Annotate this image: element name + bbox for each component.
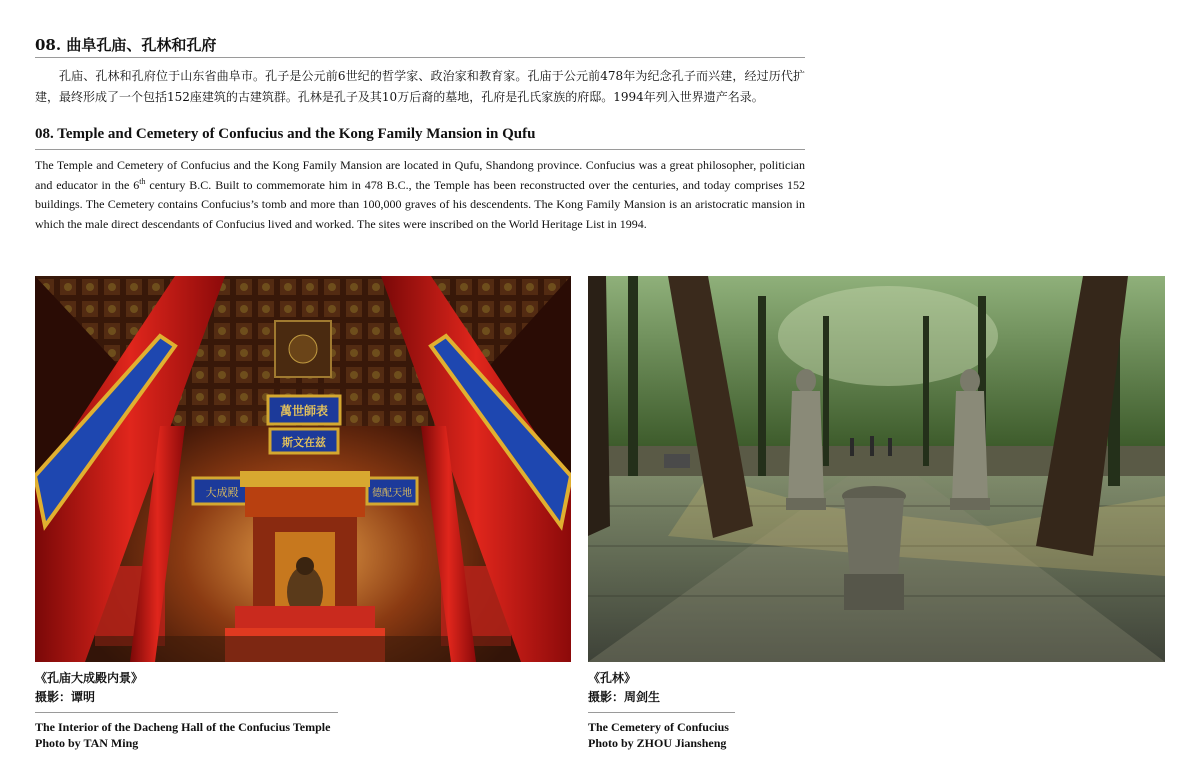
chinese-paragraph [35, 66, 805, 108]
left-credit-zh: 摄影：谭明 [35, 690, 96, 704]
english-paragraph [35, 156, 805, 234]
stone-urn [842, 486, 906, 610]
divider [35, 149, 805, 150]
chinese-paragraph-line-1: 孔庙、孔林和孔府位于山东省曲阜市。孔子是公元前6世纪的哲学家、政治家和教育家。孔庙于公元前478年为纪念孔子而兴建，经过历代扩建，最 [35, 69, 805, 104]
plaque-right [367, 478, 417, 504]
svg-text:萬世師表: 萬世師表 [279, 404, 329, 418]
divider [35, 712, 338, 713]
chinese-title: 08. 曲阜孔庙、孔林和孔府 [35, 36, 217, 54]
right-credit-en: Photo by ZHOU Jiansheng [588, 736, 727, 750]
chinese-paragraph-line-2: 终形成了一个包括152座建筑的古建筑群。孔林是孔子及其10万后裔的墓地，孔府是孔氏家族的府邸。1994年列入世界遗产名录。 [71, 90, 764, 104]
right-caption-en: The Cemetery of Confucius [588, 720, 729, 734]
svg-text:德配天地: 德配天地 [372, 488, 412, 499]
english-paragraph-part-1: The Temple and Cemetery of Confucius and the Kong Family Mansion are located in Qufu, Shandong province. Confucius was a great philosopher, politician and educator in the 6 [35, 158, 805, 192]
left-credit-en: Photo by TAN Ming [35, 736, 139, 750]
svg-text:大成殿: 大成殿 [205, 486, 239, 499]
ordinal-superscript: th [139, 176, 146, 186]
english-paragraph-part-2: century B.C. Built to commemorate him in 478 B.C., the Temple has been reconstructed over the centuries, and today comprises 152 buildings. The Cemetery contains Confucius’s tomb and more than 100,000 graves of his descendents. The Kong Family Mansion is an aristocratic mansion in which the male direct descendants of Confucius lived and worked. The sites were inscribed on the World Heritage List in 1994. [35, 177, 805, 231]
divider [35, 57, 805, 58]
right-caption-zh: 《孔林》 [588, 671, 637, 685]
dacheng-hall-photo [35, 276, 571, 662]
svg-text:斯文在兹: 斯文在兹 [282, 436, 326, 449]
english-title: 08. Temple and Cemetery of Confucius and the Kong Family Mansion in Qufu [35, 126, 536, 142]
left-caption-en: The Interior of the Dacheng Hall of the Confucius Temple [35, 720, 331, 734]
divider [588, 712, 735, 713]
right-credit-zh: 摄影：周剑生 [588, 690, 661, 704]
confucius-cemetery-photo [588, 276, 1165, 662]
plaque-second [270, 429, 338, 453]
left-caption-zh: 《孔庙大成殿内景》 [35, 671, 144, 685]
plaque-top [268, 396, 340, 424]
